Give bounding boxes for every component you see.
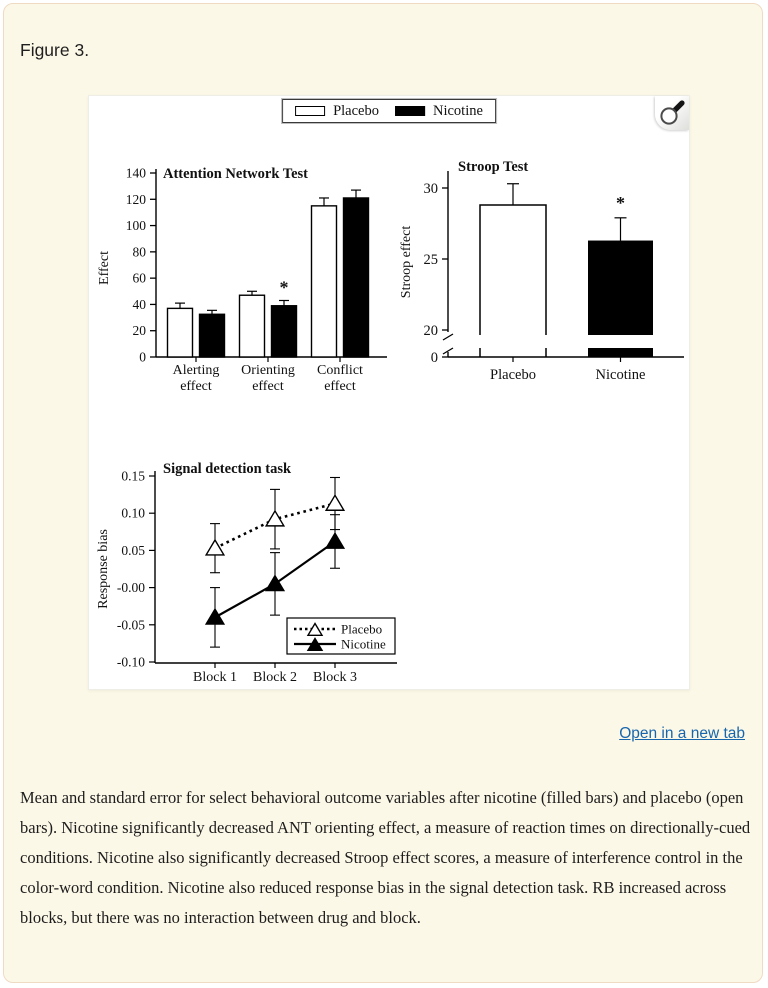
svg-text:-0.10: -0.10	[116, 654, 145, 670]
svg-text:0.05: 0.05	[121, 542, 145, 558]
placebo-swatch-icon	[295, 106, 325, 116]
svg-text:Block 3: Block 3	[313, 670, 357, 685]
svg-text:effect: effect	[180, 379, 212, 394]
magnify-button[interactable]	[655, 96, 689, 130]
legend-label-placebo: Placebo	[333, 102, 379, 119]
svg-text:0: 0	[139, 349, 146, 365]
svg-text:25: 25	[423, 252, 438, 268]
figure-panel	[88, 95, 690, 690]
svg-text:Effect: Effect	[97, 251, 112, 285]
svg-text:Nicotine: Nicotine	[595, 367, 646, 383]
svg-text:140: 140	[125, 165, 146, 181]
svg-text:Placebo: Placebo	[341, 621, 383, 637]
svg-text:0.10: 0.10	[121, 505, 145, 521]
svg-text:Orienting: Orienting	[241, 363, 295, 378]
sdt-chart	[95, 451, 425, 691]
svg-text:*: *	[279, 277, 289, 298]
svg-text:20: 20	[423, 323, 438, 339]
magnifier-icon	[655, 96, 689, 130]
figure-legend	[282, 99, 496, 123]
svg-text:*: *	[616, 192, 625, 213]
stroop-chart	[400, 146, 690, 396]
svg-text:effect: effect	[252, 379, 284, 394]
svg-text:Nicotine: Nicotine	[341, 636, 386, 652]
svg-text:30: 30	[423, 181, 438, 197]
open-new-tab-link[interactable]: Open in a new tab	[619, 725, 745, 742]
svg-text:Conflict: Conflict	[317, 363, 363, 378]
svg-text:Block 2: Block 2	[253, 670, 297, 685]
svg-text:Alerting: Alerting	[172, 363, 220, 378]
svg-text:effect: effect	[324, 379, 356, 394]
svg-text:0: 0	[430, 350, 438, 366]
legend-label-nicotine: Nicotine	[432, 102, 483, 119]
svg-text:0.15: 0.15	[121, 468, 145, 484]
svg-text:Signal detection task: Signal detection task	[163, 461, 292, 477]
svg-text:80: 80	[132, 244, 146, 260]
svg-text:60: 60	[132, 270, 146, 286]
nicotine-swatch-icon	[395, 106, 425, 116]
svg-text:Block 1: Block 1	[193, 670, 237, 685]
svg-text:Response bias: Response bias	[96, 529, 111, 609]
svg-text:Stroop Test: Stroop Test	[458, 159, 529, 175]
article-card	[3, 3, 763, 983]
svg-text:Attention Network Test: Attention Network Test	[163, 166, 308, 182]
svg-text:Stroop effect: Stroop effect	[399, 225, 414, 299]
link-row	[619, 725, 745, 743]
figure-title: Figure 3.	[20, 40, 90, 60]
svg-text:-0.00: -0.00	[116, 580, 145, 596]
figure-caption: Mean and standard error for select behavioral outcome variables after nicotine (filled bars) and placebo (open bars). Nicotine significantly decreased ANT orienting effect, a measure of reaction times on directionally-cued conditions. Nicotine also significantly decreased Stroop effect scores, a measure of interference control in the color-word condition. Nicotine also reduced response bias in the signal detection task. RB increased across blocks, but there was no interaction between drug and block.	[20, 788, 751, 927]
svg-text:-0.05: -0.05	[116, 617, 145, 633]
svg-text:Placebo: Placebo	[490, 367, 536, 383]
ant-chart	[95, 146, 415, 396]
svg-text:40: 40	[132, 296, 146, 312]
svg-text:100: 100	[125, 218, 146, 234]
svg-text:20: 20	[132, 323, 146, 339]
svg-text:120: 120	[125, 191, 146, 207]
